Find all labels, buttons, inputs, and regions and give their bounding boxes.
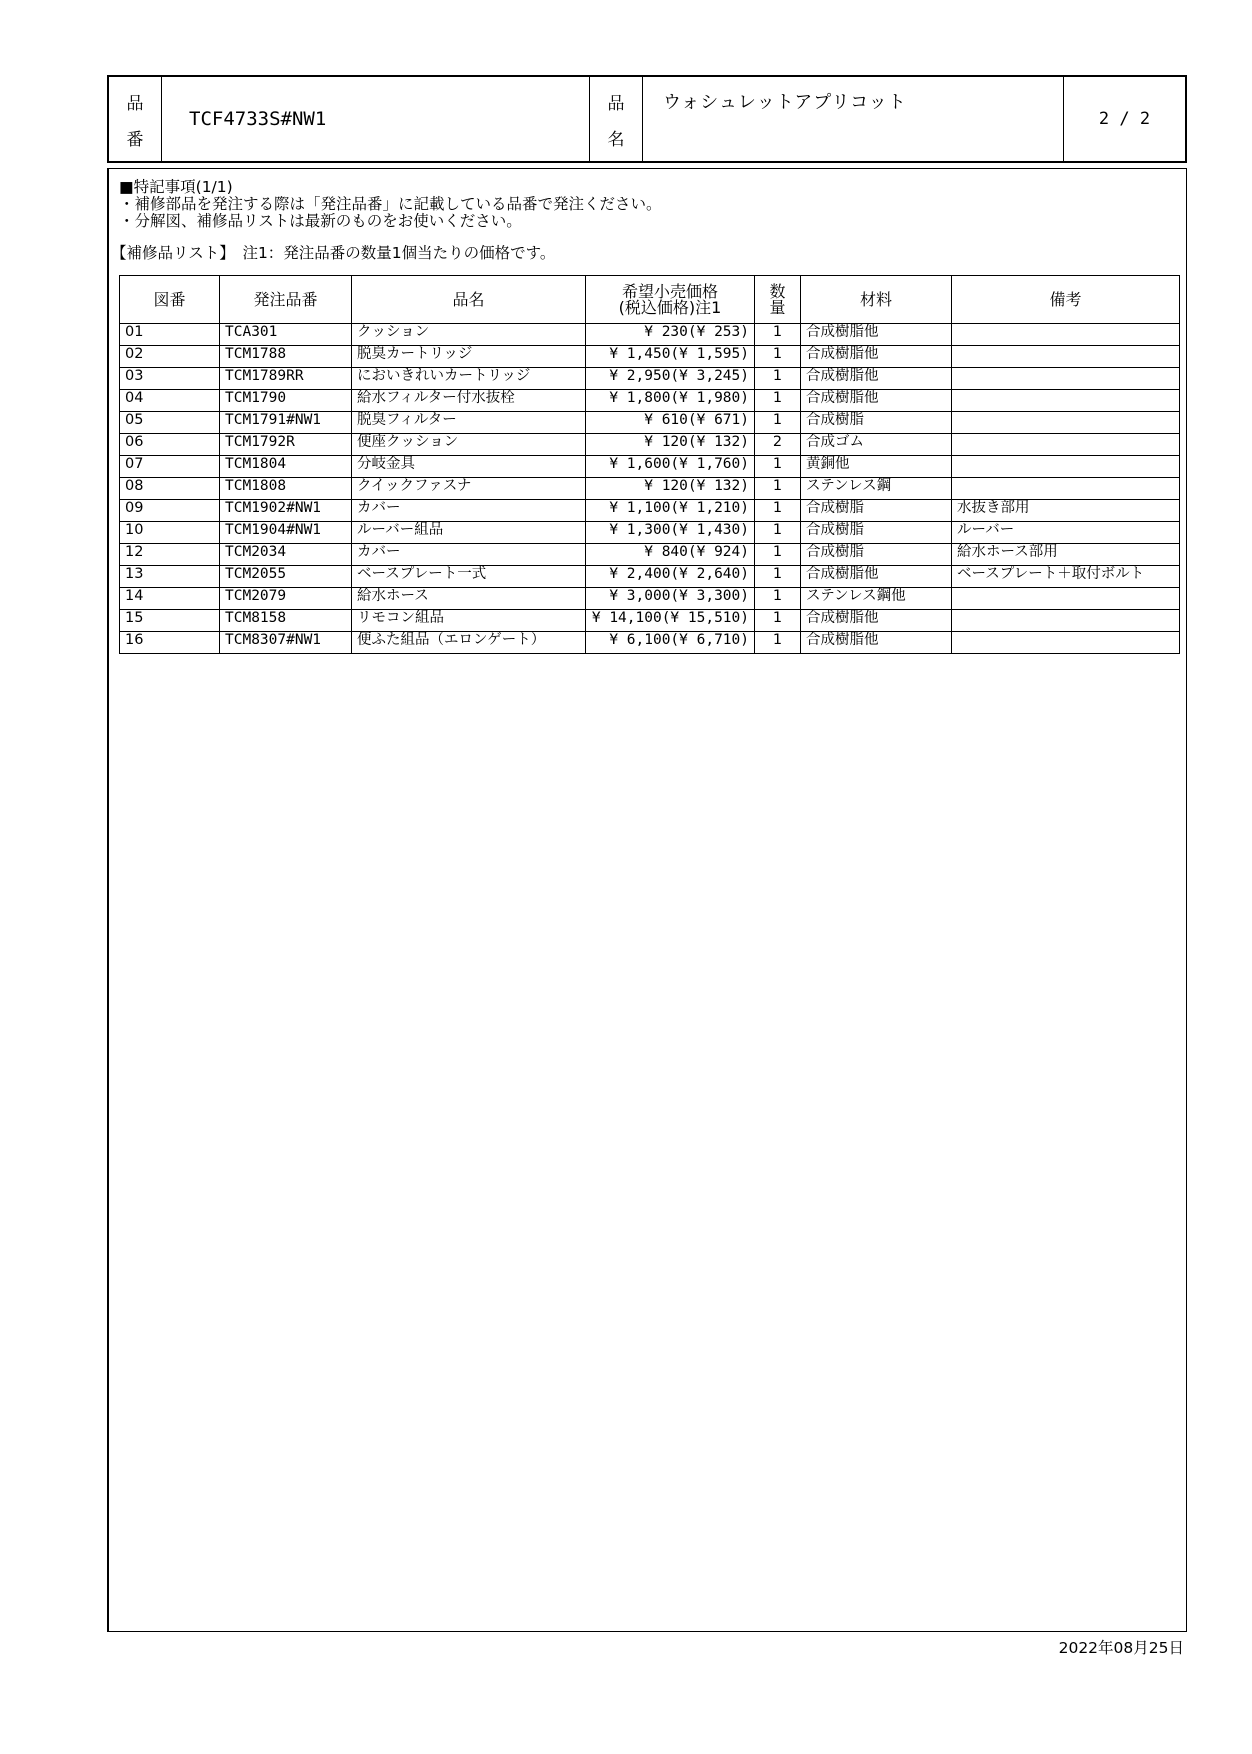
header-qty-line2: 量 bbox=[769, 297, 786, 317]
remarks-cell bbox=[952, 478, 1180, 500]
remarks-cell bbox=[952, 434, 1180, 456]
order-code-cell: TCA301 bbox=[220, 324, 352, 346]
table-row bbox=[120, 544, 1180, 566]
name-cell: においきれいカートリッジ bbox=[352, 368, 586, 390]
product-number-label bbox=[109, 77, 162, 161]
order-code-cell: TCM1790 bbox=[220, 390, 352, 412]
document-date: 2022年08月25日 bbox=[1058, 1639, 1184, 1657]
price-cell: ¥ 1,300(¥ 1,430) bbox=[586, 522, 755, 544]
order-code-cell: TCM1788 bbox=[220, 346, 352, 368]
remarks-cell bbox=[952, 588, 1180, 610]
parts-list-title: 【補修品リスト】 注1：発注品番の数量1個当たりの価格です。 bbox=[111, 244, 556, 262]
header-qty-line1: 数 bbox=[769, 281, 786, 301]
order-code-cell: TCM1789RR bbox=[220, 368, 352, 390]
order-code-cell: TCM1808 bbox=[220, 478, 352, 500]
remarks-cell bbox=[952, 632, 1180, 654]
fig-cell: 14 bbox=[120, 588, 220, 610]
fig-cell: 15 bbox=[120, 610, 220, 632]
price-cell: ¥ 14,100(¥ 15,510) bbox=[586, 610, 755, 632]
material-cell: 合成樹脂 bbox=[801, 522, 952, 544]
notes-heading: ■特記事項(1/1) bbox=[119, 178, 233, 196]
product-name-label-char2: 名 bbox=[607, 129, 625, 150]
name-cell: ベースプレート一式 bbox=[352, 566, 586, 588]
qty-cell: 1 bbox=[755, 324, 801, 346]
fig-cell: 09 bbox=[120, 500, 220, 522]
price-cell: ¥ 6,100(¥ 6,710) bbox=[586, 632, 755, 654]
table-row bbox=[120, 434, 1180, 456]
order-code-cell: TCM2079 bbox=[220, 588, 352, 610]
product-name: ウォシュレットアプリコット bbox=[643, 77, 1064, 161]
order-code-cell: TCM2055 bbox=[220, 566, 352, 588]
fig-cell: 03 bbox=[120, 368, 220, 390]
price-cell: ¥ 2,400(¥ 2,640) bbox=[586, 566, 755, 588]
product-number-label-char2: 番 bbox=[126, 129, 144, 150]
qty-cell: 1 bbox=[755, 478, 801, 500]
price-cell: ¥ 230(¥ 253) bbox=[586, 324, 755, 346]
header-price-line1: 希望小売価格 bbox=[621, 281, 718, 301]
order-code-cell: TCM1792R bbox=[220, 434, 352, 456]
qty-cell: 1 bbox=[755, 368, 801, 390]
price-cell: ¥ 1,450(¥ 1,595) bbox=[586, 346, 755, 368]
order-code-cell: TCM2034 bbox=[220, 544, 352, 566]
document-header bbox=[107, 75, 1187, 163]
material-cell: ステンレス鋼他 bbox=[801, 588, 952, 610]
material-cell: 合成樹脂他 bbox=[801, 566, 952, 588]
table-row bbox=[120, 346, 1180, 368]
header-qty bbox=[755, 276, 801, 324]
material-cell: 合成樹脂 bbox=[801, 544, 952, 566]
price-cell: ¥ 1,600(¥ 1,760) bbox=[586, 456, 755, 478]
qty-cell: 1 bbox=[755, 632, 801, 654]
header-name: 品名 bbox=[352, 276, 586, 324]
product-name-label bbox=[590, 77, 643, 161]
main-content bbox=[107, 168, 1187, 1632]
fig-cell: 16 bbox=[120, 632, 220, 654]
product-code: TCF4733S#NW1 bbox=[162, 77, 590, 161]
qty-cell: 1 bbox=[755, 412, 801, 434]
qty-cell: 1 bbox=[755, 390, 801, 412]
name-cell: 脱臭カートリッジ bbox=[352, 346, 586, 368]
header-price-line2: (税込価格)注1 bbox=[618, 297, 722, 317]
table-row bbox=[120, 412, 1180, 434]
fig-cell: 08 bbox=[120, 478, 220, 500]
fig-cell: 04 bbox=[120, 390, 220, 412]
name-cell: 便座クッション bbox=[352, 434, 586, 456]
name-cell: クイックファスナ bbox=[352, 478, 586, 500]
table-row bbox=[120, 588, 1180, 610]
table-row bbox=[120, 368, 1180, 390]
name-cell: 給水フィルター付水抜栓 bbox=[352, 390, 586, 412]
remarks-cell bbox=[952, 368, 1180, 390]
remarks-cell bbox=[952, 610, 1180, 632]
header-order-code: 発注品番 bbox=[220, 276, 352, 324]
remarks-cell bbox=[952, 346, 1180, 368]
qty-cell: 1 bbox=[755, 500, 801, 522]
table-row bbox=[120, 522, 1180, 544]
order-code-cell: TCM1902#NW1 bbox=[220, 500, 352, 522]
product-name-label-char1: 品 bbox=[607, 93, 625, 114]
parts-table bbox=[119, 275, 1180, 654]
order-code-cell: TCM8307#NW1 bbox=[220, 632, 352, 654]
qty-cell: 1 bbox=[755, 544, 801, 566]
name-cell: 分岐金具 bbox=[352, 456, 586, 478]
fig-cell: 13 bbox=[120, 566, 220, 588]
qty-cell: 1 bbox=[755, 456, 801, 478]
name-cell: クッション bbox=[352, 324, 586, 346]
material-cell: 合成ゴム bbox=[801, 434, 952, 456]
header-price bbox=[586, 276, 755, 324]
fig-cell: 10 bbox=[120, 522, 220, 544]
remarks-cell bbox=[952, 412, 1180, 434]
name-cell: 脱臭フィルター bbox=[352, 412, 586, 434]
table-row bbox=[120, 478, 1180, 500]
price-cell: ¥ 3,000(¥ 3,300) bbox=[586, 588, 755, 610]
material-cell: 合成樹脂他 bbox=[801, 390, 952, 412]
page-number: 2 / 2 bbox=[1098, 109, 1151, 129]
fig-cell: 05 bbox=[120, 412, 220, 434]
remarks-cell: ルーバー bbox=[952, 522, 1180, 544]
material-cell: 合成樹脂 bbox=[801, 412, 952, 434]
name-cell: リモコン組品 bbox=[352, 610, 586, 632]
qty-cell: 1 bbox=[755, 610, 801, 632]
name-cell: カバー bbox=[352, 544, 586, 566]
table-row bbox=[120, 456, 1180, 478]
remarks-cell bbox=[952, 324, 1180, 346]
material-cell: 合成樹脂他 bbox=[801, 368, 952, 390]
price-cell: ¥ 2,950(¥ 3,245) bbox=[586, 368, 755, 390]
price-cell: ¥ 1,800(¥ 1,980) bbox=[586, 390, 755, 412]
remarks-cell bbox=[952, 390, 1180, 412]
remarks-cell: ベースプレート＋取付ボルト bbox=[952, 566, 1180, 588]
material-cell: 合成樹脂他 bbox=[801, 346, 952, 368]
material-cell: 合成樹脂他 bbox=[801, 610, 952, 632]
material-cell: 黄銅他 bbox=[801, 456, 952, 478]
table-row bbox=[120, 500, 1180, 522]
fig-cell: 12 bbox=[120, 544, 220, 566]
order-code-cell: TCM8158 bbox=[220, 610, 352, 632]
order-code-cell: TCM1904#NW1 bbox=[220, 522, 352, 544]
price-cell: ¥ 1,100(¥ 1,210) bbox=[586, 500, 755, 522]
price-cell: ¥ 610(¥ 671) bbox=[586, 412, 755, 434]
fig-cell: 07 bbox=[120, 456, 220, 478]
name-cell: ルーバー組品 bbox=[352, 522, 586, 544]
name-cell: 便ふた組品（エロンゲート） bbox=[352, 632, 586, 654]
table-row bbox=[120, 324, 1180, 346]
qty-cell: 1 bbox=[755, 566, 801, 588]
material-cell: 合成樹脂他 bbox=[801, 632, 952, 654]
remarks-cell: 水抜き部用 bbox=[952, 500, 1180, 522]
order-code-cell: TCM1791#NW1 bbox=[220, 412, 352, 434]
name-cell: カバー bbox=[352, 500, 586, 522]
notes-line-2: ・分解図、補修品リストは最新のものをお使いください。 bbox=[119, 212, 522, 230]
qty-cell: 2 bbox=[755, 434, 801, 456]
qty-cell: 1 bbox=[755, 522, 801, 544]
table-row bbox=[120, 632, 1180, 654]
table-row bbox=[120, 390, 1180, 412]
product-number-label-char1: 品 bbox=[126, 93, 144, 114]
header-material: 材料 bbox=[801, 276, 952, 324]
remarks-cell: 給水ホース部用 bbox=[952, 544, 1180, 566]
material-cell: ステンレス鋼 bbox=[801, 478, 952, 500]
special-notes bbox=[119, 179, 662, 230]
qty-cell: 1 bbox=[755, 588, 801, 610]
fig-cell: 01 bbox=[120, 324, 220, 346]
price-cell: ¥ 120(¥ 132) bbox=[586, 434, 755, 456]
table-row bbox=[120, 566, 1180, 588]
parts-table-body bbox=[120, 324, 1180, 654]
fig-cell: 02 bbox=[120, 346, 220, 368]
header-remarks: 備考 bbox=[952, 276, 1180, 324]
header-fig-no: 図番 bbox=[120, 276, 220, 324]
remarks-cell bbox=[952, 456, 1180, 478]
notes-line-1: ・補修部品を発注する際は「発注品番」に記載している品番で発注ください。 bbox=[119, 195, 662, 213]
fig-cell: 06 bbox=[120, 434, 220, 456]
material-cell: 合成樹脂他 bbox=[801, 324, 952, 346]
material-cell: 合成樹脂 bbox=[801, 500, 952, 522]
qty-cell: 1 bbox=[755, 346, 801, 368]
table-header-row bbox=[120, 276, 1180, 324]
name-cell: 給水ホース bbox=[352, 588, 586, 610]
price-cell: ¥ 840(¥ 924) bbox=[586, 544, 755, 566]
table-row bbox=[120, 610, 1180, 632]
price-cell: ¥ 120(¥ 132) bbox=[586, 478, 755, 500]
order-code-cell: TCM1804 bbox=[220, 456, 352, 478]
